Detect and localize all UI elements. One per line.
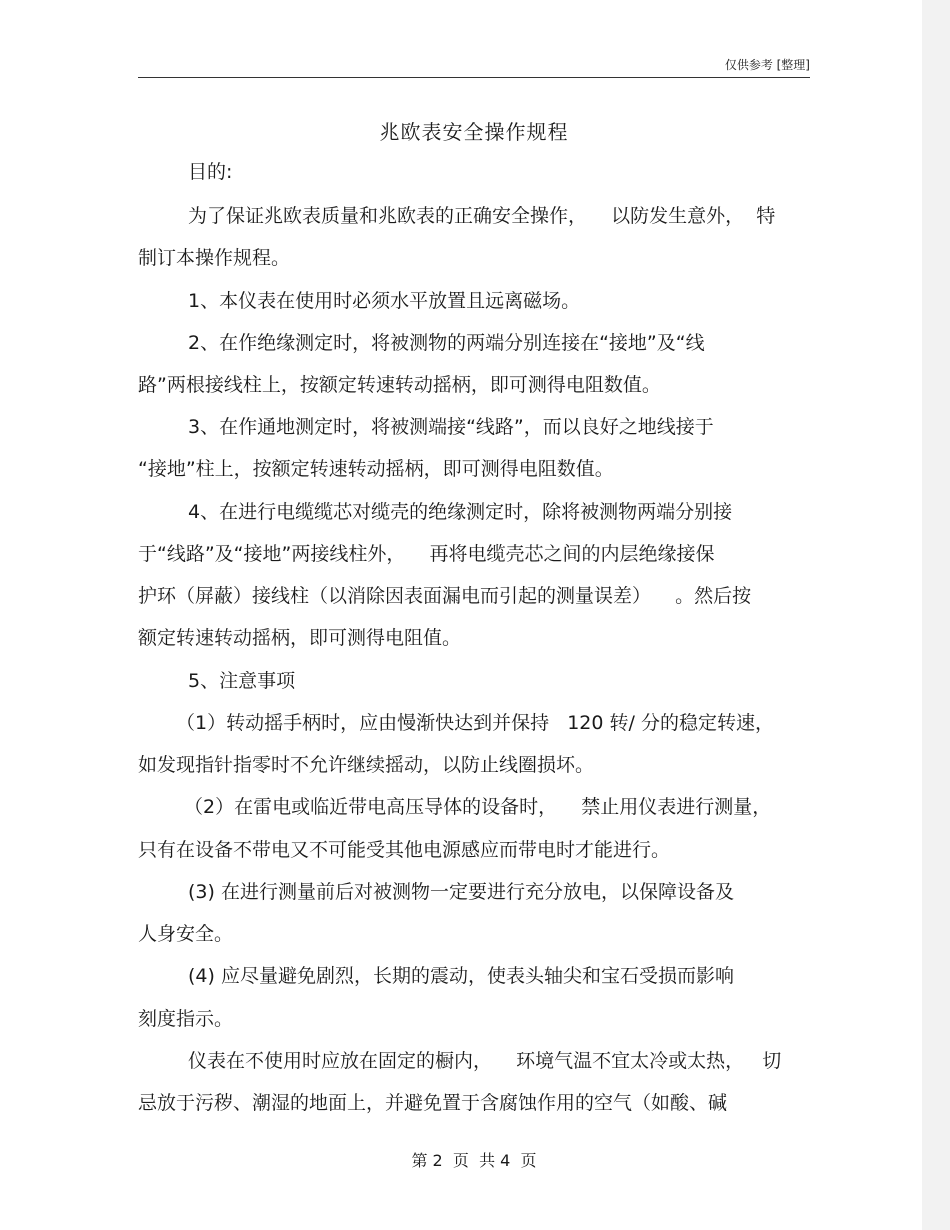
body-line: 刻度指示。 xyxy=(138,1008,234,1030)
body-line: 护环（屏蔽）接线柱（以消除因表面漏电而引起的测量误差） 。然后按 xyxy=(138,585,752,607)
body-line: 人身安全。 xyxy=(138,923,234,945)
body-line: 制订本操作规程。 xyxy=(138,247,291,269)
page-header: 仅供参考 [整理] xyxy=(724,58,810,72)
body-line: (4) 应尽量避免剧烈，长期的震动，使表头轴尖和宝石受损而影响 xyxy=(188,965,734,987)
document-title: 兆欧表安全操作规程 xyxy=(379,120,569,144)
body-line: 为了保证兆欧表质量和兆欧表的正确安全操作， 以防发生意外， 特 xyxy=(188,205,776,227)
page-footer: 第 2 页 共 4 页 xyxy=(411,1151,537,1170)
body-line: （1）转动摇手柄时，应由慢渐快达到并保持 120 转/ 分的稳定转速， xyxy=(176,712,774,734)
body-line: 如发现指针指零时不允许继续摇动，以防止线圈损坏。 xyxy=(138,754,595,776)
body-line: 额定转速转动摇柄，即可测得电阻值。 xyxy=(138,627,462,649)
header-divider xyxy=(138,77,810,78)
body-line: 仪表在不使用时应放在固定的橱内， 环境气温不宜太冷或太热， 切 xyxy=(188,1050,782,1072)
body-line: 3、在作通地测定时，将被测端接“线路”，而以良好之地线接于 xyxy=(188,416,714,438)
body-line: 只有在设备不带电又不可能受其他电源感应而带电时才能进行。 xyxy=(138,839,671,861)
body-line: 忌放于污秽、潮湿的地面上，并避免置于含腐蚀作用的空气（如酸、碱 xyxy=(138,1092,728,1114)
body-line: (3) 在进行测量前后对被测物一定要进行充分放电，以保障设备及 xyxy=(188,881,734,903)
body-line: （2）在雷电或临近带电高压导体的设备时， 禁止用仪表进行测量， xyxy=(184,796,772,818)
body-line: 5、注意事项 xyxy=(188,670,296,692)
body-line: 于“线路”及“接地”两接线柱外， 再将电缆壳芯之间的内层绝缘接保 xyxy=(138,543,715,565)
body-line: “接地”柱上，按额定转速转动摇柄，即可测得电阻数值。 xyxy=(138,458,614,480)
body-line: 2、在作绝缘测定时，将被测物的两端分别连接在“接地”及“线 xyxy=(188,332,705,354)
body-line: 路”两根接线柱上，按额定转速转动摇柄，即可测得电阻数值。 xyxy=(138,374,661,396)
body-line: 1、本仪表在使用时必须水平放置且远离磁场。 xyxy=(188,290,581,312)
body-line: 目的: xyxy=(188,161,233,183)
body-line: 4、在进行电缆缆芯对缆壳的绝缘测定时，除将被测物两端分别接 xyxy=(188,501,733,523)
